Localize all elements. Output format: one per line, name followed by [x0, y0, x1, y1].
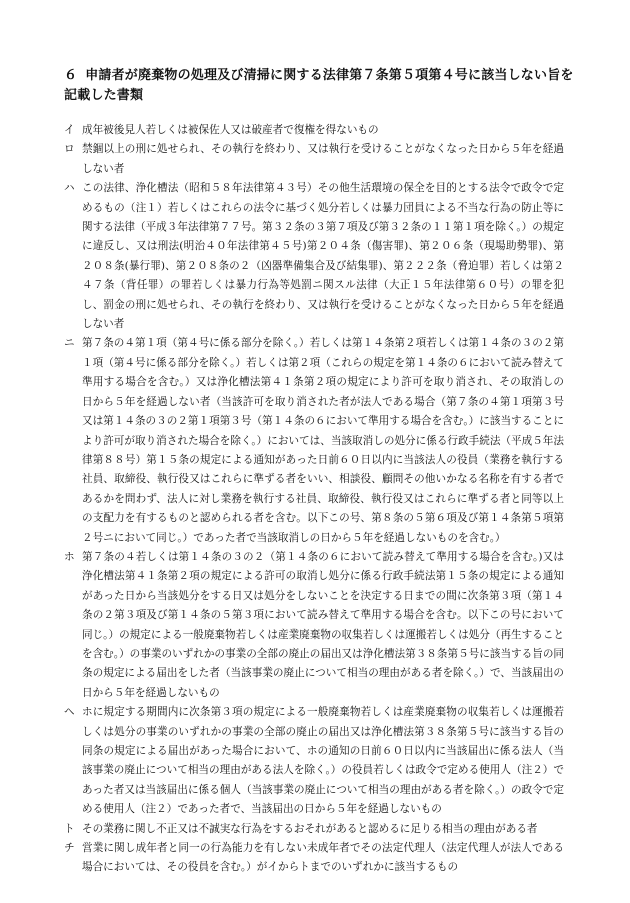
- item-text: 営業に関し成年者と同一の行為能力を有しない未成年者でその法定代理人（法定代理人が法人である場合においては、その役員を含む。）がイからトまでのいずれかに該当するもの: [82, 842, 564, 874]
- list-item-chi: [64, 839, 564, 878]
- item-marker: ロ: [64, 143, 75, 156]
- item-text: その業務に関し不正又は不誠実な行為をするおそれがあると認めるに足りる相当の理由がある者: [82, 822, 538, 835]
- section-number: ６: [64, 68, 78, 83]
- item-marker: ト: [64, 822, 75, 835]
- requirement-list: [64, 121, 564, 878]
- list-item-ro: [64, 140, 564, 179]
- item-text: 禁錮以上の刑に処せられ、その執行を終わり、又は執行を受けることがなくなった日から５年を経過しない者: [82, 143, 564, 175]
- item-marker: ハ: [64, 182, 75, 195]
- list-item-he: [64, 703, 564, 819]
- list-item-ho: [64, 548, 564, 703]
- item-marker: ニ: [64, 337, 75, 350]
- item-text: ホに規定する期間内に次条第３項の規定による一般廃棄物若しくは産業廃棄物の収集若しくは運搬若しくは処分の事業のいずれかの事業の全部の廃止の届出又は浄化槽法第３８条第５号に該当する旨の同条の規定による届出があった場合において、ホの通知の日前６０日以内に当該届出に係る法人（当該事業の廃止について相当の理由がある法人を除く。）の役員若しくは政令で定める使用人（注２）であった者又は当該届出に係る個人（当該事業の廃止について相当の理由がある者を除く。）の政令で定める使用人（注２）であった者で、当該届出の日から５年を経過しないもの: [82, 706, 564, 816]
- item-marker: ホ: [64, 550, 75, 563]
- list-item-ni: [64, 334, 564, 547]
- item-marker: ヘ: [64, 706, 75, 719]
- section-heading: [64, 66, 574, 106]
- list-item-to: [64, 820, 564, 839]
- item-text: 第７条の４若しくは第１４条の３の２（第１４条の６において読み替えて準用する場合を含む。)又は浄化槽法第４１条第２項の規定による許可の取消し処分に係る行政手続法第１５条の規定による通知があった日から当該処分をする日又は処分をしないことを決定する日までの間に次条第３項（第１４条の２第３項及び第１４条の５第３項において読み替えて準用する場合を含む。以下この号において同じ。）の規定による一般廃棄物若しくは産業廃棄物の収集若しくは運搬若しくは処分（再生することを含む。）の事業のいずれかの事業の全部の廃止の届出又は浄化槽法第３８条第５号に該当する旨の同条の規定による届出をした者（当該事業の廃止について相当の理由がある者を除く。）で、当該届出の日から５年を経過しないもの: [82, 550, 565, 699]
- item-text: 成年被後見人若しくは被保佐人又は破産者で復権を得ないもの: [82, 124, 379, 136]
- list-item-ha: [64, 179, 564, 334]
- item-marker: イ: [64, 124, 75, 136]
- item-text: この法律、浄化槽法（昭和５８年法律第４３号）その他生活環境の保全を目的とする法令で政令で定めるもの（注１）若しくはこれらの法令に基づく処分若しくは暴力団員による不当な行為の防止等に関する法律（平成３年法律第７７号。第３２条の３第７項及び第３２条の１１第１項を除く。）の規定に違反し、又は刑法(明治４０年法律第４５号)第２０４条（傷害罪)、第２０６条（現場助勢罪)、第２０８条(暴行罪)、第２０８条の２（凶器準備集合及び結集罪)、第２２２条（脅迫罪）若しくは第２４７条（背任罪）の罪若しくは暴力行為等処罰ニ関スル法律（大正１５年法律第６０号）の罪を犯し、罰金の刑に処せられ、その執行を終わり、又は執行を受けることがなくなった日から５年を経過しない者: [82, 182, 564, 331]
- item-text: 第７条の４第１項（第４号に係る部分を除く。）若しくは第１４条第２項若しくは第１４条の３の２第１項（第４号に係る部分を除く。）若しくは第２項（これらの規定を第１４条の６において読み替えて準用する場合を含む。）又は浄化槽法第４１条第２項の規定により許可を取り消され、その取消しの日から５年を経過しない者（当該許可を取り消された者が法人である場合（第７条の４第１項第３号又は第１４条の３の２第１項第３号（第１４条の６において準用する場合を含む。）に該当することにより許可が取り消された場合を除く。）においては、当該取消しの処分に係る行政手続法（平成５年法律第８８号）第１５条の規定による通知があった日前６０日以内に当該法人の役員（業務を執行する社員、取締役、執行役又はこれらに準ずる者をいい、相談役、顧問その他いかなる名称を有する者であるかを問わず、法人に対し業務を執行する社員、取締役、執行役又はこれらに準ずる者と同等以上の支配力を有するものと認められる者を含む。以下この号、第８条の５第６項及び第１４条第５項第２号ニにおいて同じ。）であった者で当該取消しの日から５年を経過しないものを含む。）: [82, 337, 565, 544]
- list-item-i: [64, 121, 564, 140]
- section-title: 申請者が廃棄物の処理及び清掃に関する法律第７条第５項第４号に該当しない旨を記載した書類: [64, 68, 574, 103]
- item-marker: チ: [64, 842, 75, 855]
